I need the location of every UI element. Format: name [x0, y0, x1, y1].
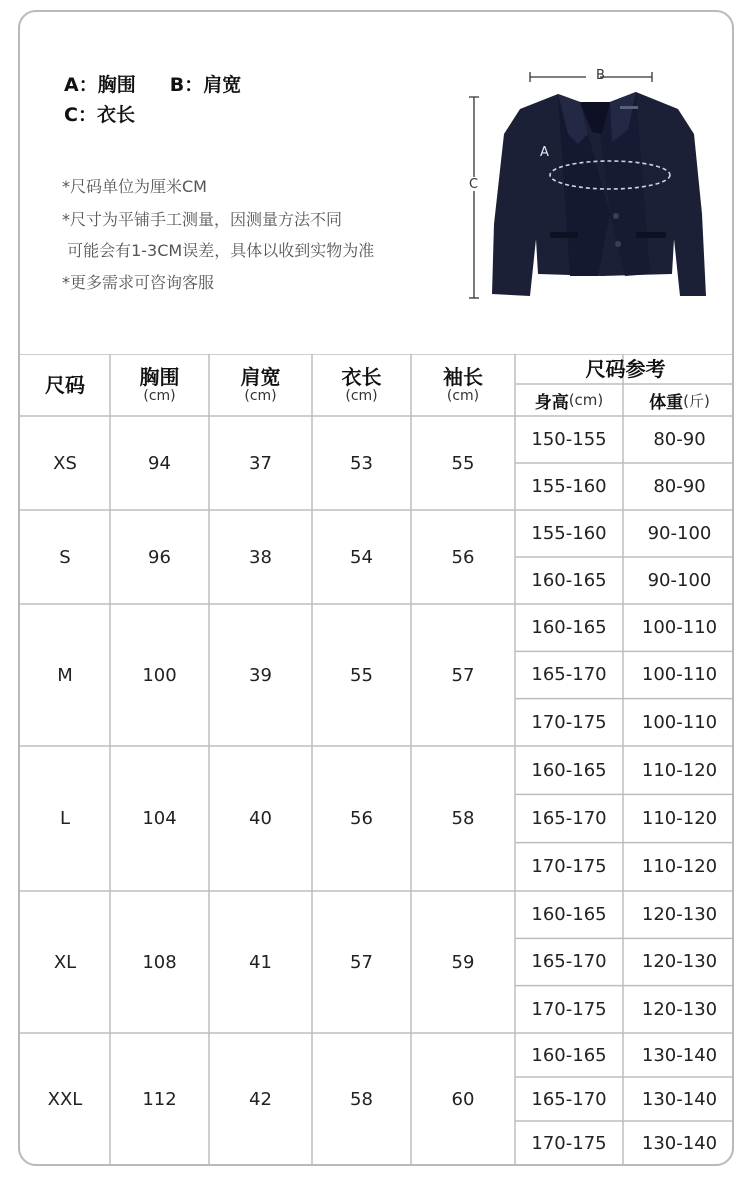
row-0-shoulder: [209, 416, 312, 510]
header-weight-unit: (斤): [683, 391, 710, 410]
header-shoulder: [209, 354, 312, 416]
header-height-unit: (cm): [568, 391, 604, 409]
jacket-diagram: [460, 64, 730, 314]
ref-weight-value: 120-130: [641, 998, 718, 1020]
header-chest-unit: (cm): [143, 388, 176, 404]
row-5-length: [312, 1033, 411, 1165]
row-5-chest: [110, 1033, 209, 1165]
row-sleeve-value: 60: [451, 1088, 475, 1110]
header-sleeve-unit: (cm): [446, 388, 480, 404]
header-size: [20, 354, 110, 416]
row-length-value: 53: [350, 452, 373, 474]
note-measure: *尺寸为平铺手工测量，因测量方法不同: [62, 210, 343, 229]
row-1-weight-1: [623, 557, 734, 604]
row-2-weight-0: [623, 604, 734, 651]
diagram-label-b: B: [596, 68, 605, 83]
row-3-length: [312, 746, 411, 891]
header-height-label: 身高: [534, 392, 569, 413]
row-5-weight-0: [623, 1033, 734, 1077]
row-4-shoulder: [209, 891, 312, 1033]
row-1-chest: [110, 510, 209, 604]
row-sleeve-value: 58: [451, 808, 475, 829]
shoulder-dimension-line: [530, 72, 652, 82]
row-3-weight-1: [623, 794, 734, 842]
row-1-height-0: [515, 510, 623, 557]
ref-weight-value: 130-140: [641, 1132, 718, 1154]
row-shoulder-value: 42: [249, 1088, 272, 1110]
ref-height-value: 150-155: [531, 429, 607, 450]
header-length-unit: (cm): [345, 388, 378, 404]
jacket-image: [492, 92, 706, 296]
row-3-shoulder: [209, 746, 312, 891]
row-size-value: XXL: [47, 1088, 83, 1110]
legend-chest: A：胸围: [64, 74, 136, 96]
ref-weight-value: 80-90: [653, 476, 706, 497]
row-2-sleeve: [411, 604, 515, 746]
length-dimension-line: [469, 97, 479, 298]
row-chest-value: 96: [148, 546, 171, 568]
row-sleeve-value: 56: [451, 546, 475, 568]
ref-weight-value: 130-140: [641, 1044, 718, 1066]
header-height: [515, 384, 623, 416]
ref-height-value: 160-165: [531, 759, 607, 781]
row-2-weight-1: [623, 651, 734, 698]
header-chest-label: 胸围: [139, 365, 180, 389]
row-length-value: 55: [350, 664, 373, 686]
row-0-height-1: [515, 463, 623, 510]
row-3-height-1: [515, 794, 623, 842]
row-3-weight-2: [623, 843, 734, 891]
row-length-value: 58: [350, 1088, 373, 1110]
row-4-weight-0: [623, 891, 734, 938]
row-size-value: S: [59, 546, 71, 568]
row-5-height-0: [515, 1033, 623, 1077]
row-1-height-1: [515, 557, 623, 604]
row-0-weight-1: [623, 463, 734, 510]
row-size-value: M: [57, 664, 73, 686]
header-shoulder-label: 肩宽: [240, 365, 281, 389]
note-unit: *尺码单位为厘米CM: [62, 177, 207, 196]
header-chest: [110, 354, 209, 416]
row-5-height-2: [515, 1121, 623, 1165]
ref-weight-value: 120-130: [641, 951, 718, 973]
row-1-shoulder: [209, 510, 312, 604]
ref-weight-value: 110-120: [641, 856, 718, 878]
ref-height-value: 165-170: [531, 664, 607, 686]
row-0-length: [312, 416, 411, 510]
row-4-weight-2: [623, 986, 734, 1033]
row-1-length: [312, 510, 411, 604]
row-size-value: XL: [53, 951, 77, 973]
row-4-length: [312, 891, 411, 1033]
row-length-value: 54: [350, 546, 373, 568]
row-2-weight-2: [623, 699, 734, 746]
ref-height-value: 160-165: [531, 904, 607, 926]
row-2-chest: [110, 604, 209, 746]
row-3-height-0: [515, 746, 623, 794]
row-5-size: [20, 1033, 110, 1165]
ref-weight-value: 110-120: [641, 759, 718, 781]
row-sleeve-value: 59: [451, 951, 475, 973]
row-2-height-1: [515, 651, 623, 698]
row-chest-value: 94: [148, 452, 171, 474]
ref-height-value: 165-170: [531, 1088, 607, 1110]
row-5-weight-1: [623, 1077, 734, 1121]
legend-line-1: [64, 70, 241, 97]
ref-weight-value: 100-110: [641, 664, 718, 686]
row-chest-value: 104: [142, 808, 177, 829]
legend-line-2: [64, 100, 135, 127]
row-2-length: [312, 604, 411, 746]
ref-weight-value: 100-110: [641, 711, 718, 733]
ref-height-value: 160-165: [531, 1044, 607, 1066]
row-length-value: 57: [350, 951, 373, 973]
row-0-weight-0: [623, 416, 734, 463]
row-3-size: [20, 746, 110, 891]
header-weight-label: 体重: [649, 392, 684, 413]
header-length: [312, 354, 411, 416]
row-0-size: [20, 416, 110, 510]
row-1-sleeve: [411, 510, 515, 604]
row-4-size: [20, 891, 110, 1033]
row-chest-value: 100: [142, 664, 177, 686]
row-5-height-1: [515, 1077, 623, 1121]
row-4-height-1: [515, 938, 623, 985]
ref-weight-value: 110-120: [641, 807, 718, 829]
row-2-height-2: [515, 699, 623, 746]
header-length-label: 衣长: [341, 365, 382, 389]
row-4-weight-1: [623, 938, 734, 985]
row-sleeve-value: 57: [451, 664, 475, 686]
header-size-label: 尺码: [45, 373, 85, 397]
row-5-weight-2: [623, 1121, 734, 1165]
row-3-weight-0: [623, 746, 734, 794]
ref-height-value: 170-175: [531, 856, 607, 878]
legend-length: C：衣长: [64, 104, 135, 126]
row-chest-value: 108: [142, 951, 177, 973]
row-3-height-2: [515, 843, 623, 891]
header-shoulder-unit: (cm): [244, 388, 277, 404]
row-size-value: L: [59, 808, 71, 829]
row-shoulder-value: 39: [249, 664, 272, 686]
ref-height-value: 170-175: [531, 711, 607, 733]
ref-height-value: 155-160: [531, 523, 607, 544]
ref-weight-value: 80-90: [653, 429, 706, 450]
row-shoulder-value: 40: [249, 808, 272, 829]
row-shoulder-value: 37: [249, 452, 272, 474]
size-chart-card: [18, 10, 734, 1166]
header-size-reference: [515, 354, 734, 384]
ref-height-value: 155-160: [531, 476, 607, 497]
ref-height-value: 160-165: [531, 617, 607, 639]
header-sleeve: [411, 354, 515, 416]
row-sleeve-value: 55: [451, 452, 475, 474]
header-sleeve-label: 袖长: [443, 365, 483, 389]
diagram-label-c: C: [469, 177, 479, 192]
note-contact: *更多需求可咨询客服: [62, 273, 215, 292]
row-2-size: [20, 604, 110, 746]
diagram-label-a: A: [540, 145, 549, 160]
row-4-height-2: [515, 986, 623, 1033]
row-3-sleeve: [411, 746, 515, 891]
row-4-sleeve: [411, 891, 515, 1033]
ref-height-value: 170-175: [531, 1132, 607, 1154]
row-shoulder-value: 38: [249, 546, 272, 568]
ref-height-value: 160-165: [531, 570, 607, 591]
header-ref-label: 尺码参考: [585, 357, 666, 381]
ref-height-value: 165-170: [531, 807, 607, 829]
row-5-shoulder: [209, 1033, 312, 1165]
ref-weight-value: 120-130: [641, 904, 718, 926]
row-0-chest: [110, 416, 209, 510]
ref-weight-value: 90-100: [647, 523, 712, 544]
row-0-height-0: [515, 416, 623, 463]
ref-weight-value: 130-140: [641, 1088, 718, 1110]
row-4-height-0: [515, 891, 623, 938]
row-4-chest: [110, 891, 209, 1033]
row-shoulder-value: 41: [249, 951, 272, 973]
row-1-size: [20, 510, 110, 604]
row-1-weight-0: [623, 510, 734, 557]
row-2-height-0: [515, 604, 623, 651]
ref-height-value: 165-170: [531, 951, 607, 973]
header-weight: [623, 384, 734, 416]
ref-height-value: 170-175: [531, 998, 607, 1020]
row-5-sleeve: [411, 1033, 515, 1165]
row-chest-value: 112: [142, 1088, 177, 1110]
legend-shoulder: B：肩宽: [169, 74, 242, 96]
ref-weight-value: 90-100: [647, 570, 712, 591]
row-3-chest: [110, 746, 209, 891]
row-size-value: XS: [53, 452, 77, 474]
row-2-shoulder: [209, 604, 312, 746]
row-0-sleeve: [411, 416, 515, 510]
note-error: 可能会有1-3CM误差，具体以收到实物为准: [62, 241, 375, 260]
row-length-value: 56: [350, 808, 373, 829]
ref-weight-value: 100-110: [641, 617, 718, 639]
